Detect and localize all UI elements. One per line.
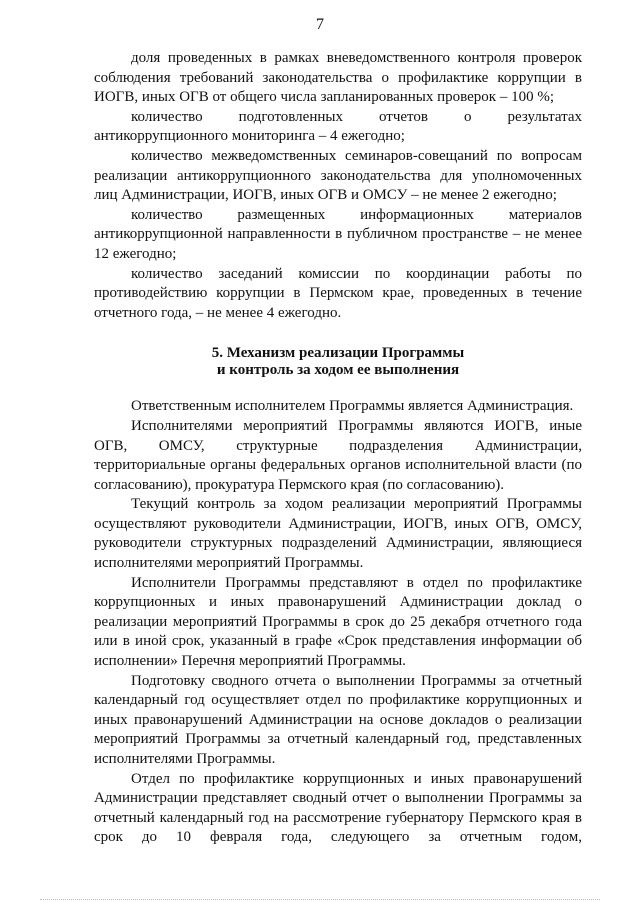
body-paragraph: Текущий контроль за ходом реализации мероприятий Программы осуществляют руководители Администрации, ИОГВ, иных ОГВ, ОМСУ, руководители структурных подразделений Администрации, являющиеся исполнителями мероприятий Программы.: [94, 496, 582, 572]
section-heading-line1: 5. Механизм реализации Программы: [211, 345, 465, 362]
body-paragraph: Ответственным исполнителем Программы является Администрация.: [131, 398, 574, 415]
indicator-paragraph: количество размещенных информационных материалов антикоррупционной направленности в публичном пространстве – не менее 12 ежегодно;: [94, 206, 582, 262]
body-paragraph: Отдел по профилактике коррупционных и иных правонарушений Администрации представляет сводный отчет о выполнении Программы за отчетный календарный год на рассмотрение губернатору Пермского края в срок до 10 февраля года, следующего за отчетным годом,: [94, 770, 582, 846]
indicator-paragraph: количество заседаний комиссии по координации работы по противодействию коррупции в Пермском крае, проведенных в течение отчетного года, – не менее 4 ежегодно.: [94, 265, 582, 321]
indicator-paragraph: доля проведенных в рамках вневедомственного контроля проверок соблюдения требований законодательства о профилактике коррупции в ИОГВ, иных ОГВ от общего числа запланированных проверок – 100 %;: [94, 50, 582, 106]
body-paragraph: Исполнители Программы представляют в отдел по профилактике коррупционных и иных правонарушений Администрации доклад о реализации мероприятий Программы в срок до 25 декабря отчетного года или в иной срок, указанный в графе «Срок представления информации об исполнении» Перечня мероприятий Программы.: [94, 574, 582, 670]
indicator-paragraph: количество подготовленных отчетов о результатах антикоррупционного мониторинга – 4 ежегодно;: [94, 108, 582, 145]
body-paragraph: Исполнителями мероприятий Программы являются ИОГВ, иные ОГВ, ОМСУ, структурные подразделения Администрации, территориальные органы федеральных органов исполнительной власти (по согласованию), прокуратура Пермского края (по согласованию).: [94, 417, 582, 493]
page-number: 7: [316, 16, 324, 33]
page-bottom-edge: [40, 899, 600, 900]
body-paragraph: Подготовку сводного отчета о выполнении Программы за отчетный календарный год осуществляет отдел по профилактике коррупционных и иных правонарушений Администрации на основе докладов о реализации мероприятий Программы за отчетный календарный год, представленных исполнителями Программы.: [94, 672, 582, 767]
section-heading: [94, 345, 582, 379]
indicator-paragraph: количество межведомственных семинаров-совещаний по вопросам реализации антикоррупционного законодательства для уполномоченных лиц Администрации, ИОГВ, иных ОГВ и ОМСУ – не менее 2 ежегодно;: [94, 147, 582, 204]
section-heading-line2: и контроль за ходом ее выполнения: [216, 362, 460, 379]
page-content: [94, 49, 582, 848]
